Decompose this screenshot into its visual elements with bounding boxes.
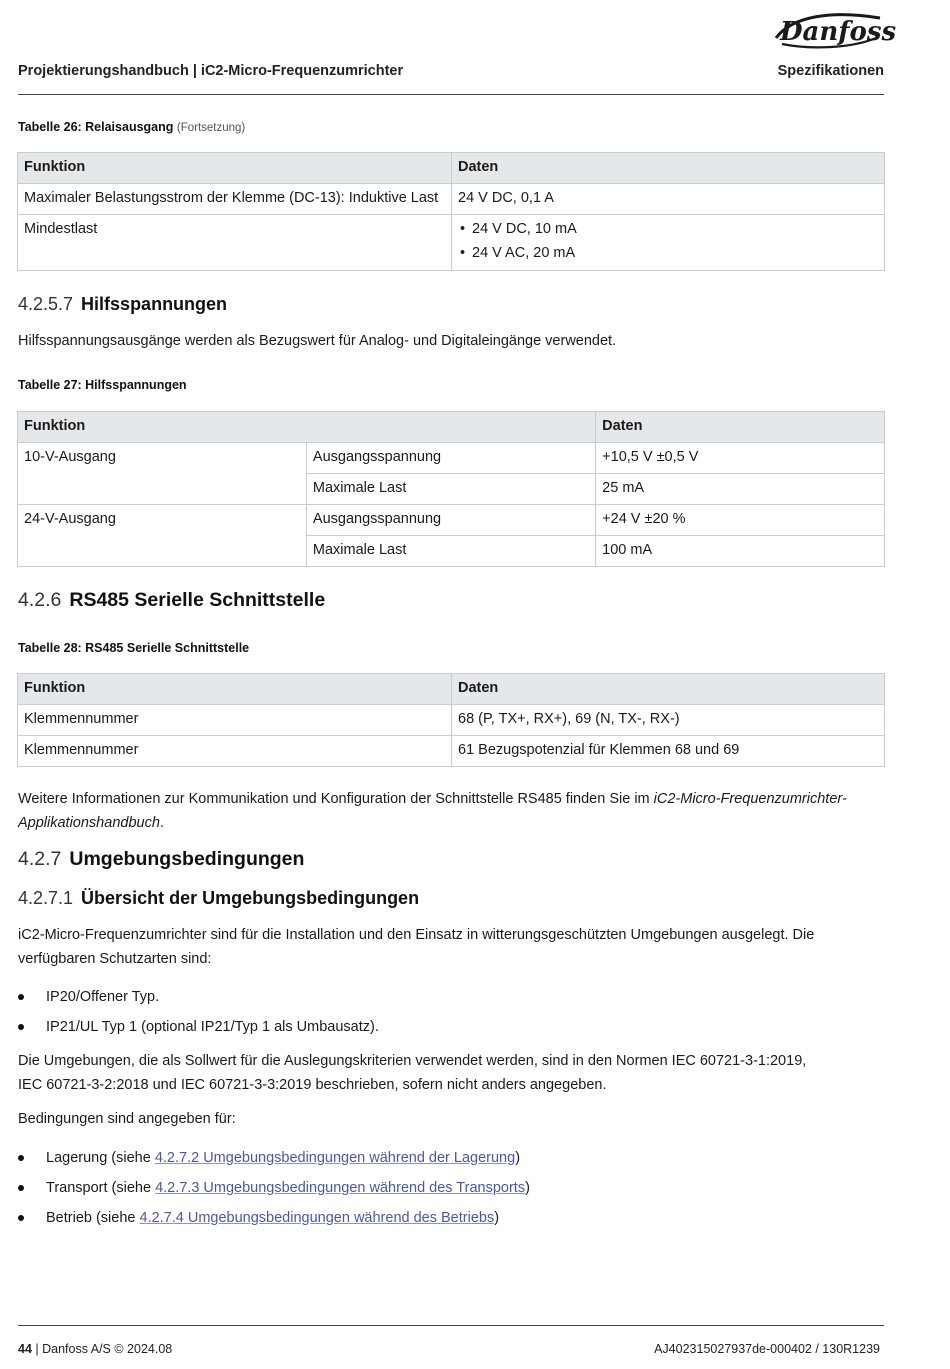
- table-header-row: [18, 153, 885, 184]
- paragraph-line: IEC 60721-3-2:2018 und IEC 60721-3-3:2019 beschrieben, sofern nicht anders angegeben.: [18, 1076, 607, 1093]
- table-cell: 100 mA: [596, 536, 885, 567]
- section-heading-4271: [18, 888, 419, 909]
- manual-reference: iC2-Micro-Frequenzumrichter-Applikationshandbuch: [18, 791, 847, 831]
- paragraph-line: Die Umgebungen, die als Sollwert für die Auslegungskriterien verwendet werden, sind in den Normen IEC 60721-3-1:2019,: [18, 1053, 807, 1069]
- footer-left: [18, 1342, 172, 1356]
- section-number: 4.2.7: [18, 848, 62, 870]
- page-number: 44: [18, 1342, 32, 1356]
- note-text: Weitere Informationen zur Kommunikation und Konfiguration der Schnittstelle RS485 finden Sie im: [18, 791, 650, 807]
- bullet-icon: [18, 994, 24, 1000]
- table-row: [18, 184, 885, 215]
- bullet-icon: [18, 1215, 24, 1221]
- table-header-cell: Daten: [452, 153, 885, 184]
- table-header-cell: Daten: [452, 674, 885, 705]
- table26-caption-note: (Fortsetzung): [176, 122, 246, 134]
- table-row: [18, 505, 885, 536]
- table-cell: Ausgangsspannung: [306, 505, 595, 536]
- table-cell: Maximaler Belastungsstrom der Klemme (DC-13): Induktive Last: [18, 184, 452, 215]
- table26: [17, 152, 885, 271]
- list-item: [18, 988, 868, 1018]
- list-item-text: Transport (siehe: [46, 1180, 156, 1196]
- footer-doc-id: AJ402315027937de-000402 / 130R1239: [654, 1342, 880, 1356]
- list-item: [18, 1179, 868, 1209]
- table-cell: [452, 215, 885, 271]
- paragraph: Hilfsspannungsausgänge werden als Bezugswert für Analog- und Digitaleingänge verwendet.: [18, 333, 617, 349]
- section-title-text: Umgebungsbedingungen: [69, 848, 305, 870]
- link-betrieb[interactable]: 4.2.7.4 Umgebungsbedingungen während des Betriebs: [139, 1210, 495, 1226]
- list-item-text: Betrieb (siehe: [46, 1210, 140, 1226]
- table27-caption: Tabelle 27: Hilfsspannungen: [18, 378, 187, 392]
- table-cell: +24 V ±20 %: [596, 505, 885, 536]
- danfoss-logo: [772, 8, 897, 52]
- table-row: [18, 443, 885, 474]
- link-lagerung[interactable]: 4.2.7.2 Umgebungsbedingungen während der Lagerung: [154, 1150, 516, 1166]
- conditions-list: [18, 1149, 868, 1239]
- list-item-text: ): [494, 1210, 500, 1226]
- table-cell: Klemmennummer: [18, 736, 452, 767]
- list-item: • 24 V DC, 10 mA: [458, 221, 878, 238]
- paragraph: Bedingungen sind angegeben für:: [18, 1111, 236, 1127]
- header-divider: [18, 94, 884, 95]
- list-item: [18, 1209, 868, 1239]
- section-title-text: RS485 Serielle Schnittstelle: [69, 589, 326, 611]
- section-number: 4.2.5.7: [18, 294, 74, 314]
- table-header-row: [18, 674, 885, 705]
- bullet-icon: [18, 1155, 24, 1161]
- table-cell: 61 Bezugspotenzial für Klemmen 68 und 69: [452, 736, 885, 767]
- table-header-row: [18, 412, 885, 443]
- note-end: .: [159, 814, 164, 831]
- table-cell: Mindestlast: [18, 215, 452, 271]
- table26-caption: [18, 120, 245, 134]
- table-cell: Klemmennummer: [18, 705, 452, 736]
- table28-caption: Tabelle 28: RS485 Serielle Schnittstelle: [18, 641, 250, 655]
- svg-text:Danfoss: Danfoss: [780, 17, 897, 47]
- list-item-text: IP20/Offener Typ.: [46, 989, 160, 1005]
- section-heading-4257: [18, 294, 227, 315]
- footer-company: | Danfoss A/S © 2024.08: [35, 1342, 173, 1356]
- table28: [17, 673, 885, 767]
- table-cell: Maximale Last: [306, 474, 595, 505]
- section-heading-426: [18, 589, 325, 612]
- table-header-cell: Funktion: [18, 412, 596, 443]
- paragraph: [18, 1050, 868, 1097]
- table-header-cell: Funktion: [18, 674, 452, 705]
- table-cell: 10-V-Ausgang: [18, 443, 307, 505]
- section-title-text: Übersicht der Umgebungsbedingungen: [81, 888, 420, 908]
- bullet-icon: [18, 1185, 24, 1191]
- bullet-list: [458, 221, 878, 262]
- list-item-text: ): [515, 1150, 521, 1166]
- paragraph: iC2-Micro-Frequenzumrichter sind für die Installation und den Einsatz in witterungsgeschützten Umgebungen ausgelegt. Die verfügbaren Schutzarten sind:: [18, 927, 815, 967]
- section-heading-427: [18, 848, 304, 871]
- section-number: 4.2.6: [18, 589, 62, 611]
- protection-list: [18, 988, 868, 1048]
- table-cell: 25 mA: [596, 474, 885, 505]
- table-cell: Ausgangsspannung: [306, 443, 595, 474]
- table26-caption-text: Tabelle 26: Relaisausgang: [18, 120, 174, 134]
- footer-divider: [18, 1325, 884, 1326]
- link-transport[interactable]: 4.2.7.3 Umgebungsbedingungen während des Transports: [155, 1180, 526, 1196]
- list-item-text: ): [525, 1180, 530, 1196]
- list-item: • 24 V AC, 20 mA: [458, 245, 878, 262]
- table-cell: 24 V DC, 0,1 A: [452, 184, 885, 215]
- table-row: [18, 705, 885, 736]
- list-item-text: IP21/UL Typ 1 (optional IP21/Typ 1 als Umbausatz).: [46, 1019, 379, 1035]
- table27: [17, 411, 885, 567]
- table-header-cell: Funktion: [18, 153, 452, 184]
- section-number: 4.2.7.1: [18, 888, 74, 908]
- section-title: Spezifikationen: [777, 63, 884, 79]
- list-item: [18, 1018, 868, 1048]
- list-item: [18, 1149, 868, 1179]
- table-cell: 68 (P, TX+, RX+), 69 (N, TX-, RX-): [452, 705, 885, 736]
- rs485-note: [18, 788, 848, 835]
- document-title: Projektierungshandbuch | iC2-Micro-Frequenzumrichter: [18, 63, 404, 79]
- bullet-icon: [18, 1024, 24, 1030]
- table-row: [18, 736, 885, 767]
- list-item-text: Lagerung (siehe: [46, 1150, 155, 1166]
- section-title-text: Hilfsspannungen: [81, 294, 228, 314]
- table-row: [18, 215, 885, 271]
- table-cell: Maximale Last: [306, 536, 595, 567]
- table-cell: 24-V-Ausgang: [18, 505, 307, 567]
- table-header-cell: Daten: [596, 412, 885, 443]
- table-cell: +10,5 V ±0,5 V: [596, 443, 885, 474]
